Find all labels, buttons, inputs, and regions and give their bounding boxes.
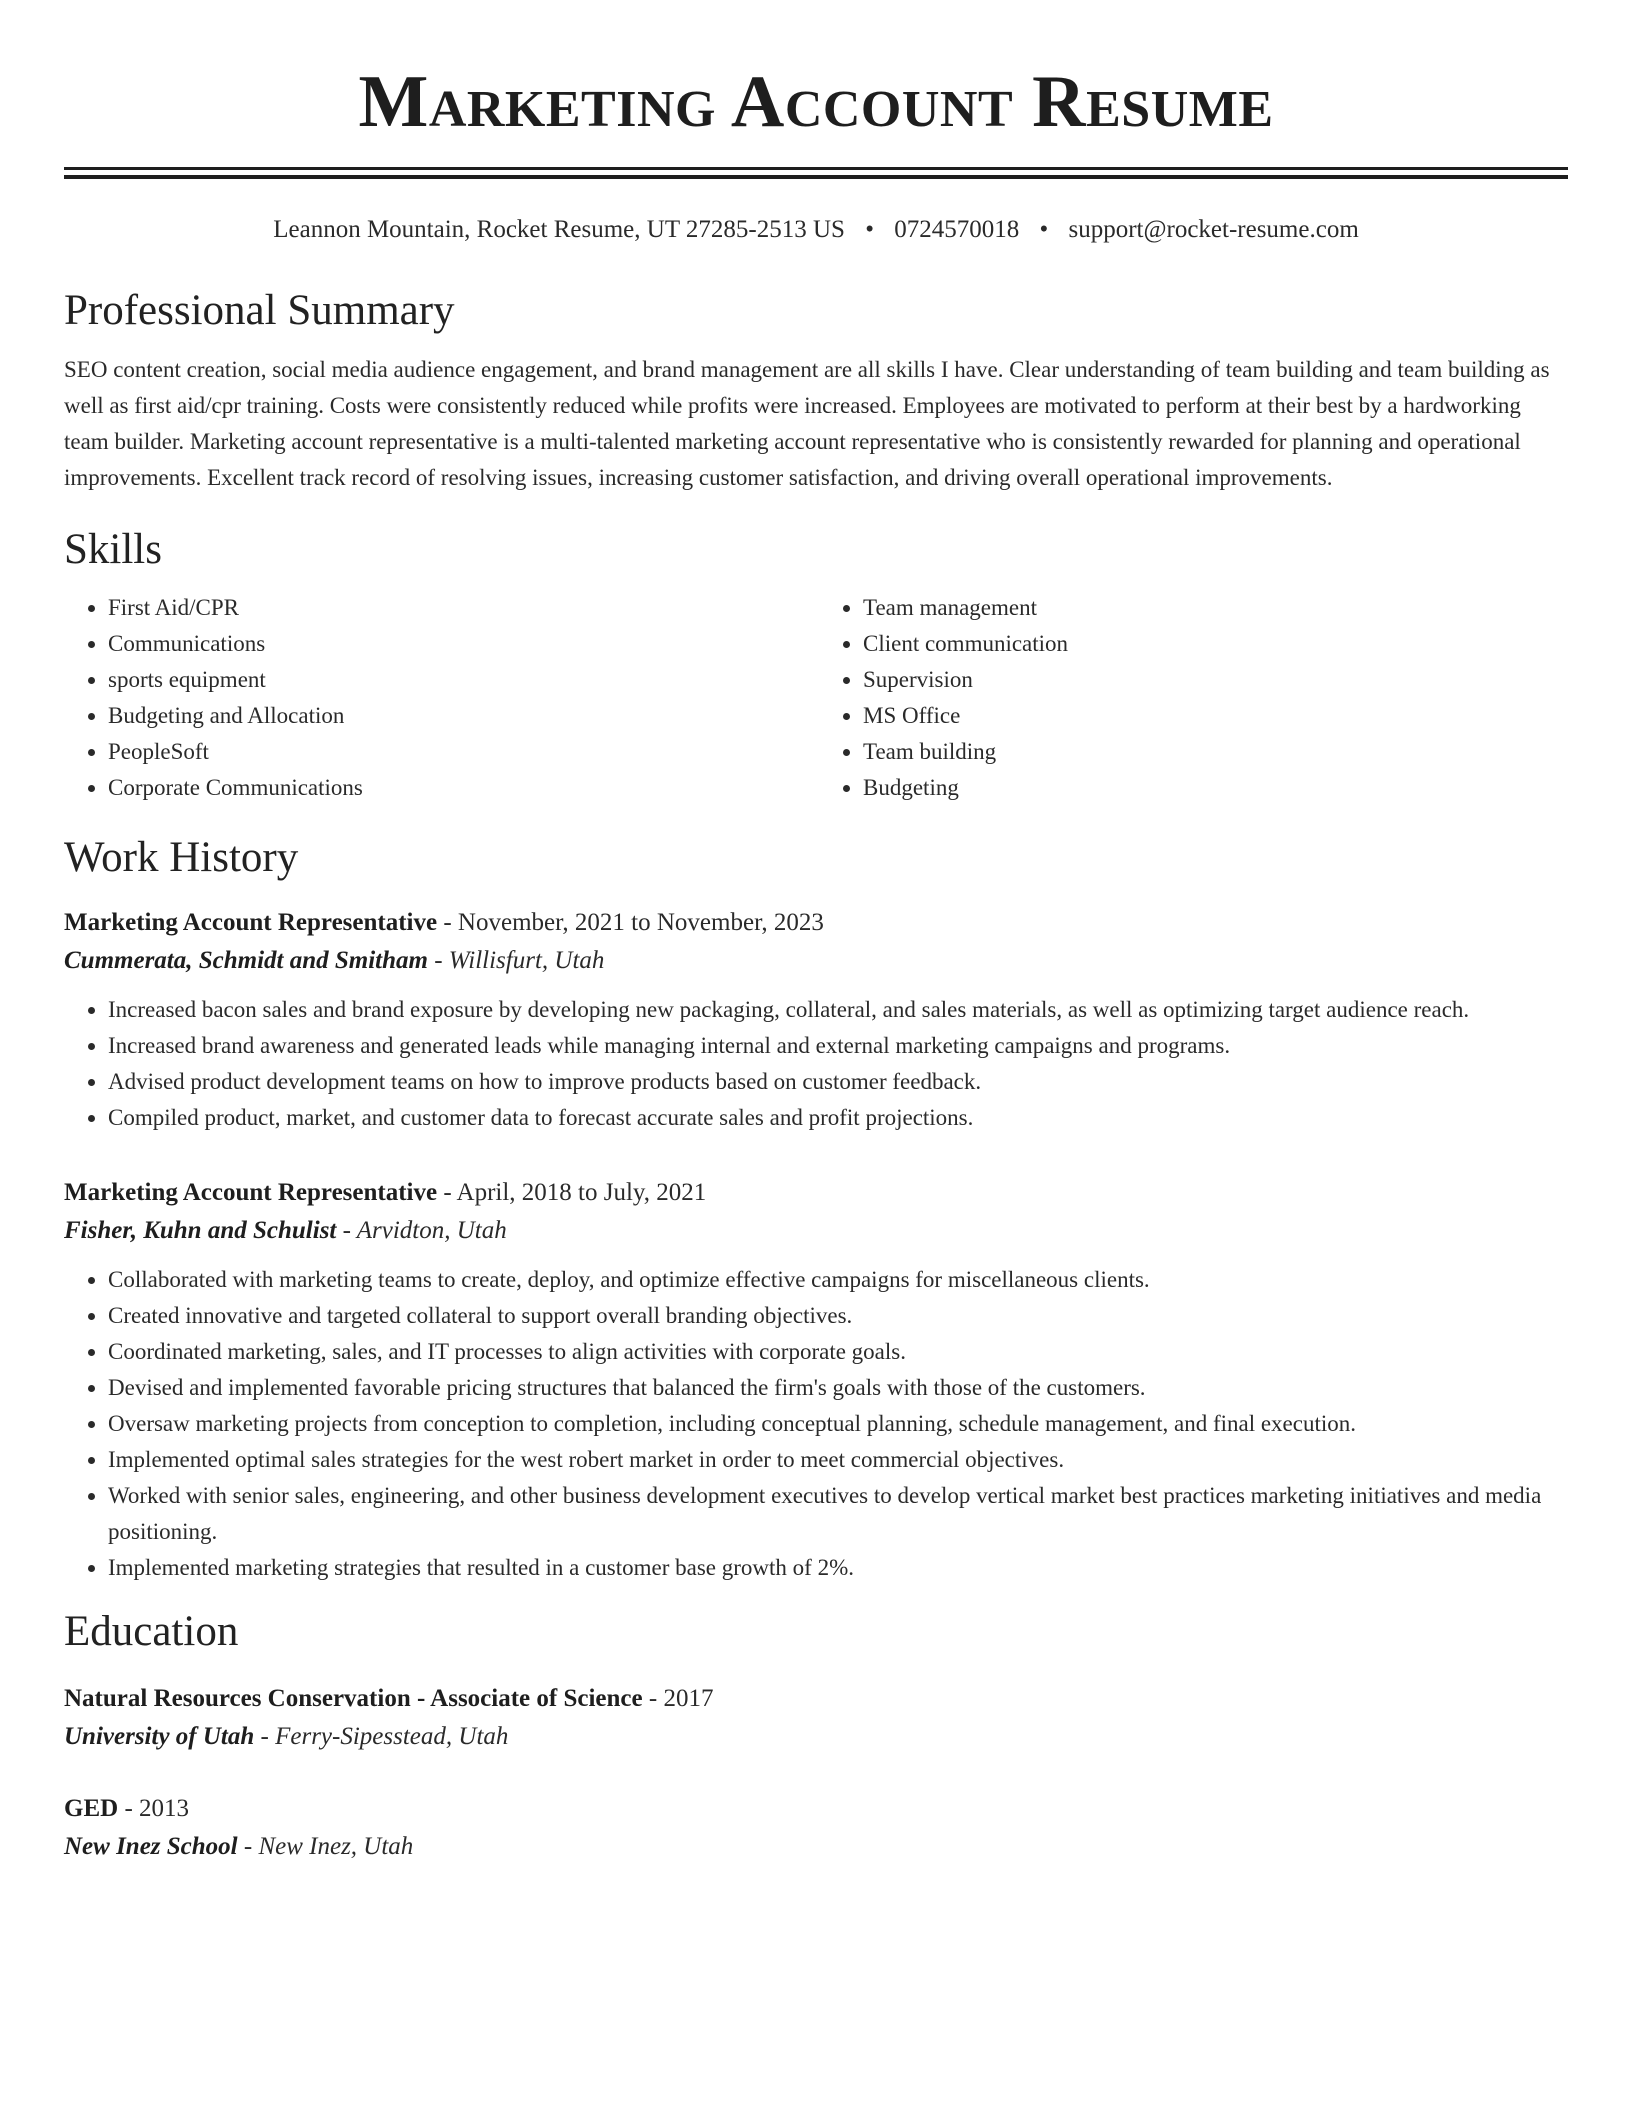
job-bullet: • Devised and implemented favorable pricing structures that balanced the firm's goals with those of the customers. bbox=[108, 1370, 1568, 1406]
skills-column-left bbox=[64, 590, 808, 806]
title-rule-thick bbox=[64, 175, 1568, 179]
job-bullets bbox=[64, 1262, 1568, 1586]
education-location: - New Inez, Utah bbox=[237, 1833, 414, 1860]
title-rule-thin bbox=[64, 167, 1568, 170]
education-entry bbox=[64, 1790, 1568, 1866]
education-heading: Education bbox=[64, 1608, 239, 1655]
job-bullet: • Created innovative and targeted collateral to support overall branding objectives. bbox=[108, 1298, 1568, 1334]
skill-item: • First Aid/CPR bbox=[108, 590, 808, 626]
summary-heading: Professional Summary bbox=[64, 287, 455, 334]
education-school-line bbox=[64, 1828, 1568, 1866]
job-company: Fisher, Kuhn and Schulist bbox=[64, 1217, 337, 1244]
job-bullet: • Collaborated with marketing teams to create, deploy, and optimize effective campaigns for miscellaneous clients. bbox=[108, 1262, 1568, 1298]
job-bullet: • Compiled product, market, and customer data to forecast accurate sales and profit projections. bbox=[108, 1100, 1568, 1136]
skill-item: • Budgeting bbox=[863, 770, 1563, 806]
job-title-line bbox=[64, 904, 1568, 942]
job-bullet: • Advised product development teams on how to improve products based on customer feedback. bbox=[108, 1064, 1568, 1100]
job-bullet: • Increased brand awareness and generated leads while managing internal and external marketing campaigns and programs. bbox=[108, 1028, 1568, 1064]
job-company-line bbox=[64, 942, 1568, 980]
job-bullets bbox=[64, 992, 1568, 1136]
skills-column-right bbox=[808, 590, 1563, 806]
education-school: University of Utah bbox=[64, 1723, 255, 1750]
skill-item: • Communications bbox=[108, 626, 808, 662]
skills-heading: Skills bbox=[64, 526, 162, 573]
contact-separator: • bbox=[1039, 216, 1049, 243]
contact-email: support@rocket-resume.com bbox=[1068, 216, 1359, 243]
education-school: New Inez School bbox=[64, 1833, 238, 1860]
job-title: Marketing Account Representative bbox=[64, 909, 438, 936]
education-year: - 2013 bbox=[118, 1795, 190, 1822]
skill-item: • Client communication bbox=[863, 626, 1563, 662]
contact-phone: 0724570018 bbox=[894, 216, 1020, 243]
education-year: - 2017 bbox=[642, 1685, 714, 1712]
job-title-line bbox=[64, 1174, 1568, 1212]
skill-item: • Supervision bbox=[863, 662, 1563, 698]
job-bullet: • Coordinated marketing, sales, and IT processes to align activities with corporate goals. bbox=[108, 1334, 1568, 1370]
job-bullet: • Increased bacon sales and brand exposure by developing new packaging, collateral, and sales materials, as well as optimizing target audience reach. bbox=[108, 992, 1568, 1028]
skills-list bbox=[64, 590, 1568, 806]
job-dates: - April, 2018 to July, 2021 bbox=[437, 1179, 707, 1206]
job-title: Marketing Account Representative bbox=[64, 1179, 438, 1206]
skill-item: • PeopleSoft bbox=[108, 734, 808, 770]
job-company-line bbox=[64, 1212, 1568, 1250]
skill-item: • Corporate Communications bbox=[108, 770, 808, 806]
job-bullet: • Implemented marketing strategies that resulted in a customer base growth of 2%. bbox=[108, 1550, 1568, 1586]
resume-page bbox=[64, 0, 1568, 1866]
job-bullet: • Oversaw marketing projects from conception to completion, including conceptual planning, schedule management, and final execution. bbox=[108, 1406, 1568, 1442]
job-bullet: • Implemented optimal sales strategies for the west robert market in order to meet commercial objectives. bbox=[108, 1442, 1568, 1478]
education-school-line bbox=[64, 1718, 1568, 1756]
job-location: - Willisfurt, Utah bbox=[427, 947, 605, 974]
education-location: - Ferry-Sipesstead, Utah bbox=[254, 1723, 509, 1750]
contact-address: Leannon Mountain, Rocket Resume, UT 27285-2513 US bbox=[273, 216, 845, 243]
contact-line bbox=[64, 213, 1568, 247]
job-entry bbox=[64, 1174, 1568, 1586]
job-location: - Arvidton, Utah bbox=[336, 1217, 507, 1244]
job-company: Cummerata, Schmidt and Smitham bbox=[64, 947, 428, 974]
skill-item: • sports equipment bbox=[108, 662, 808, 698]
work-history-heading: Work History bbox=[64, 834, 299, 881]
education-degree: Natural Resources Conservation - Associate of Science bbox=[64, 1685, 643, 1712]
job-entry bbox=[64, 904, 1568, 1136]
resume-title: Marketing Account Resume bbox=[358, 61, 1274, 143]
skill-item: • MS Office bbox=[863, 698, 1563, 734]
education-degree-line bbox=[64, 1790, 1568, 1828]
education-degree-line bbox=[64, 1680, 1568, 1718]
skill-item: • Budgeting and Allocation bbox=[108, 698, 808, 734]
contact-separator: • bbox=[865, 216, 874, 243]
education-entry bbox=[64, 1680, 1568, 1756]
education-degree: GED bbox=[64, 1795, 119, 1822]
skill-item: • Team management bbox=[863, 590, 1563, 626]
job-dates: - November, 2021 to November, 2023 bbox=[437, 909, 824, 936]
summary-text: SEO content creation, social media audience engagement, and brand management are all skills I have. Clear understanding of team building and team building as well as first aid/cpr training. Costs were consistently reduced while profits were increased. Employees are motivated to perform at their best by a hardworking team builder. Marketing account representative is a multi-talented marketing account representative who is consistently rewarded for planning and operational improvements. Excellent track record of resolving issues, increasing customer satisfaction, and driving overall operational improvements. bbox=[64, 357, 1550, 490]
job-bullet: • Worked with senior sales, engineering, and other business development executives to develop vertical market best practices marketing initiatives and media positioning. bbox=[108, 1478, 1568, 1550]
skill-item: • Team building bbox=[863, 734, 1563, 770]
